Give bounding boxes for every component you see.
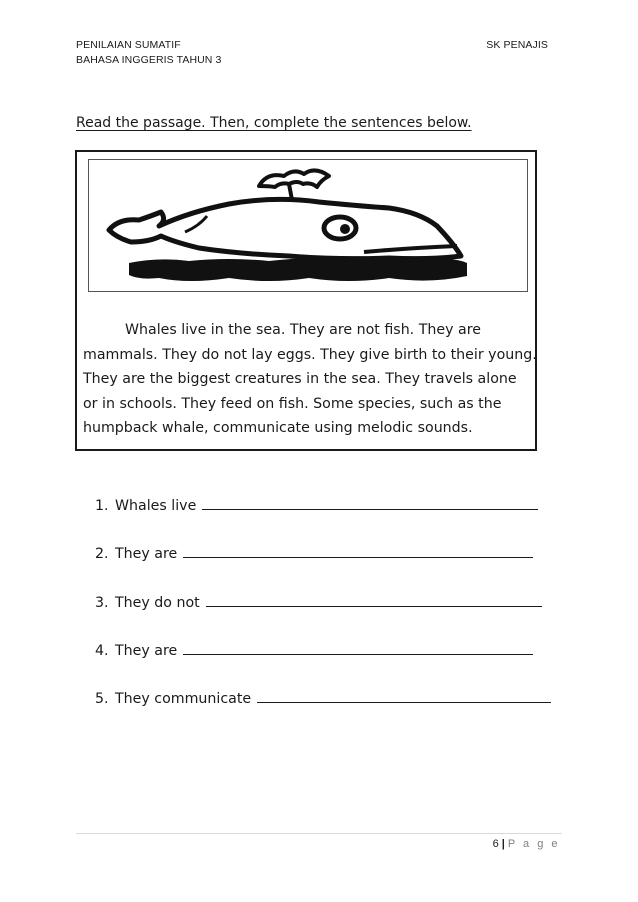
question-prompt: They do not (115, 595, 200, 611)
passage-line: or in schools. They feed on fish. Some species, such as the (83, 395, 502, 412)
answer-blank-3[interactable] (206, 592, 542, 607)
header-school-name: SK PENAJIS (486, 39, 548, 51)
whale-eye (324, 217, 356, 239)
passage-line: Whales live in the sea. They are not fish. They are (125, 322, 481, 338)
answer-blank-1[interactable] (202, 495, 538, 510)
question-2 (95, 543, 533, 562)
header-school-assessment: PENILAIAN SUMATIF (76, 39, 181, 51)
question-number: 3. (95, 595, 109, 611)
header-subject: BAHASA INGGERIS TAHUN 3 (76, 54, 222, 66)
question-number: 1. (95, 498, 109, 514)
passage-line: humpback whale, communicate using melodic sounds. (83, 420, 473, 436)
page-number: 6 (492, 838, 499, 850)
passage-box (75, 150, 537, 451)
question-4 (95, 640, 533, 659)
whale-fin (185, 216, 207, 232)
question-3 (95, 592, 542, 611)
page-footer (493, 838, 560, 850)
question-number: 2. (95, 546, 109, 562)
passage-text (83, 318, 537, 441)
question-prompt: Whales live (115, 498, 197, 514)
question-prompt: They are (115, 643, 178, 659)
answer-blank-2[interactable] (183, 543, 533, 558)
question-number: 4. (95, 643, 109, 659)
footer-divider (76, 833, 562, 834)
footer-separator: | (501, 838, 505, 850)
question-prompt: They are (115, 546, 178, 562)
answer-blank-4[interactable] (183, 640, 533, 655)
page-label: P a g e (507, 838, 560, 850)
water-wave (129, 258, 467, 281)
question-5 (95, 688, 551, 707)
whale-mouth (364, 246, 457, 252)
whale-picture-frame (88, 159, 528, 292)
answer-blank-5[interactable] (257, 688, 551, 703)
question-number: 5. (95, 691, 109, 707)
question-prompt: They communicate (115, 691, 252, 707)
instruction-text: Read the passage. Then, complete the sentences below. (76, 115, 472, 131)
passage-line: They are the biggest creatures in the sea. They travels alone (83, 371, 517, 387)
whale-illustration (89, 160, 529, 293)
whale-spout (259, 170, 329, 187)
question-1 (95, 495, 538, 514)
passage-line: mammals. They do not lay eggs. They give birth to their young. (83, 346, 537, 363)
